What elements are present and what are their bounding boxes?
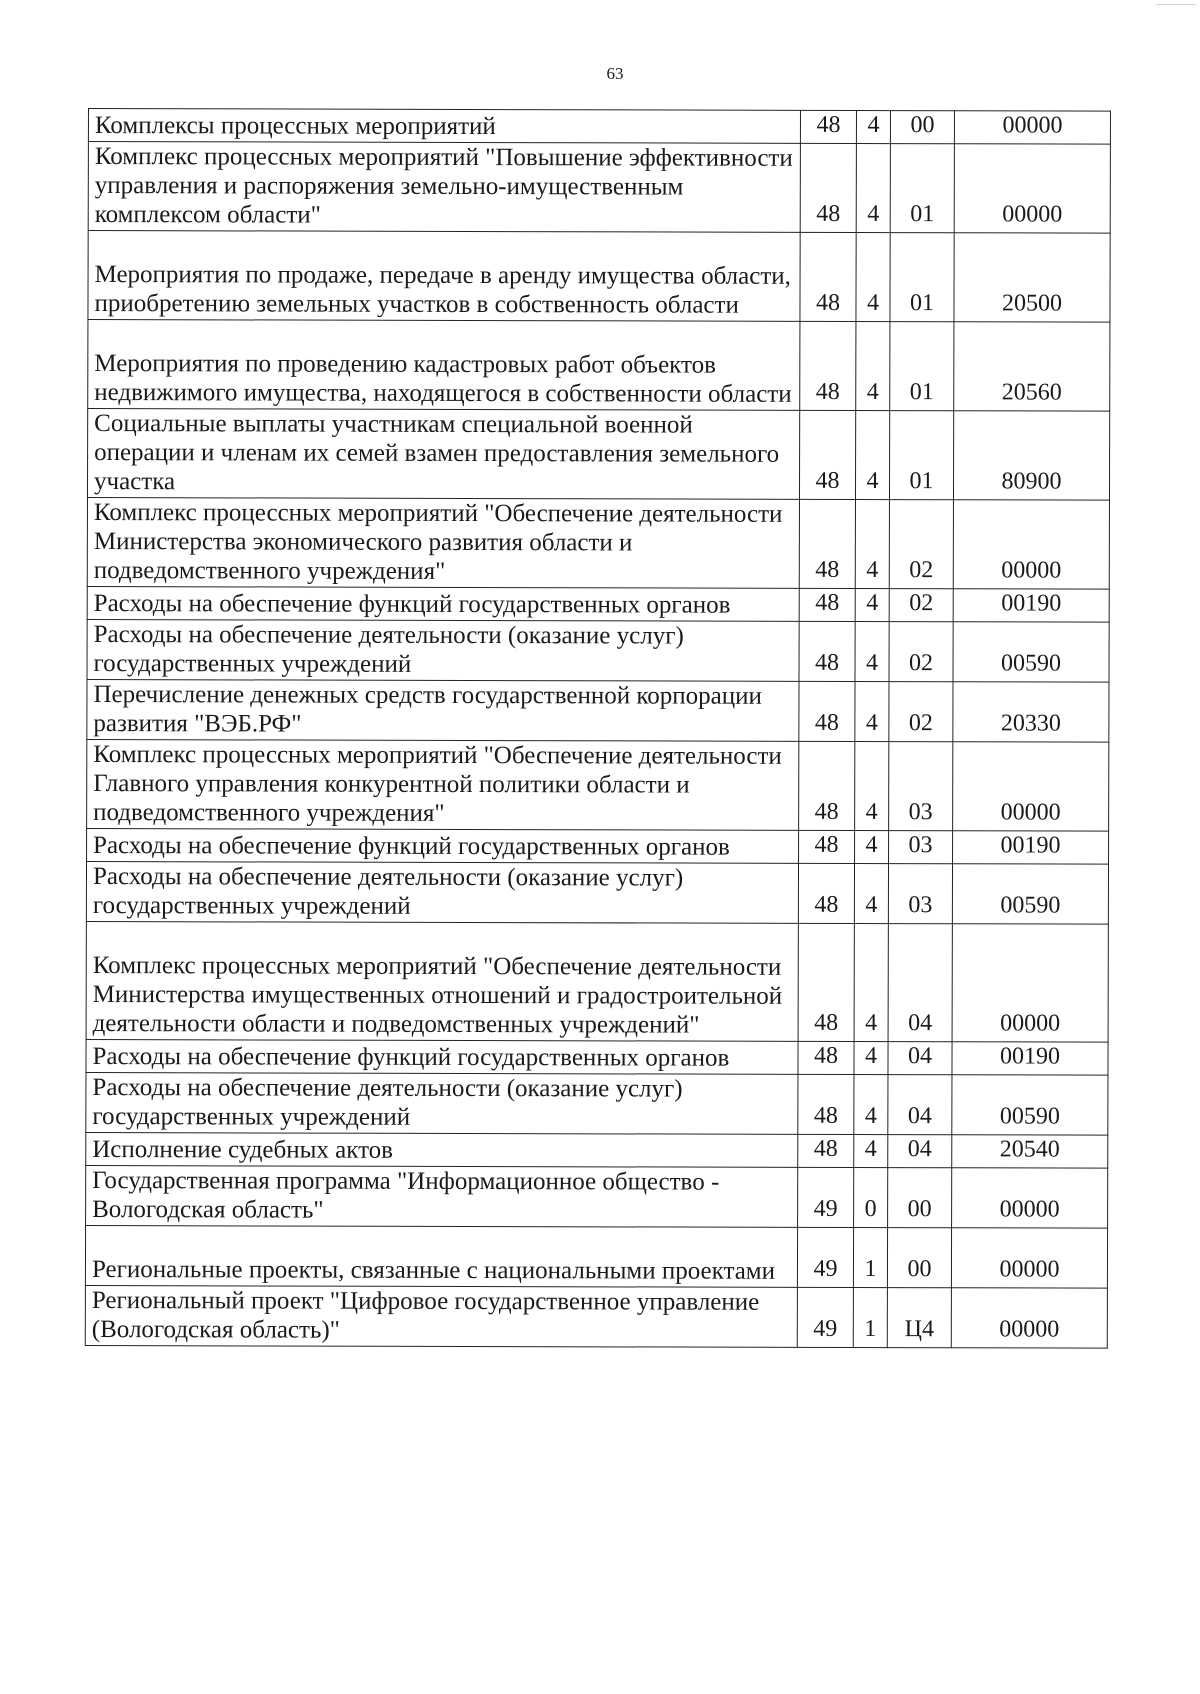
code-program: 48 (799, 830, 855, 863)
table-row (88, 320, 1110, 412)
budget-classification-table (85, 108, 1111, 1349)
code-direction: 20500 (954, 233, 1110, 322)
code-element: 02 (889, 500, 953, 589)
code-direction: 00000 (951, 1228, 1107, 1288)
code-element: 02 (889, 622, 953, 682)
code-element: Ц4 (887, 1288, 951, 1348)
code-subprogram-type: 4 (855, 411, 889, 500)
row-name: Мероприятия по проведению кадастровых работ объектов недвижимого имущества, находящегося в собственности области (88, 320, 800, 411)
row-name: Мероприятия по продаже, передаче в аренду имущества области, приобретению земельных участков в собственность области (88, 231, 800, 322)
table-row (87, 409, 1109, 501)
code-subprogram-type: 1 (853, 1228, 887, 1288)
code-direction: 00000 (954, 111, 1110, 144)
scan-edge-mark (1156, 4, 1196, 11)
code-element: 00 (888, 1168, 952, 1228)
table-row (86, 861, 1108, 924)
code-element: 04 (888, 1135, 952, 1168)
code-program: 48 (798, 1074, 854, 1134)
code-element: 01 (889, 411, 953, 500)
page-number: 63 (606, 64, 624, 83)
code-program: 48 (799, 410, 855, 499)
code-program: 49 (797, 1227, 853, 1287)
row-name: Расходы на обеспечение функций государственных органов (87, 828, 799, 863)
code-direction: 00590 (952, 1075, 1108, 1135)
table-row (87, 828, 1109, 864)
code-subprogram-type: 4 (855, 622, 889, 682)
code-element: 04 (888, 1075, 952, 1135)
code-program: 48 (799, 588, 855, 621)
row-name: Исполнение судебных актов (86, 1132, 798, 1167)
table-row (86, 1039, 1108, 1075)
code-subprogram-type: 0 (854, 1168, 888, 1228)
code-program: 49 (797, 1287, 853, 1347)
code-element: 02 (889, 682, 953, 742)
code-program: 48 (800, 321, 856, 410)
code-subprogram-type: 4 (856, 111, 890, 144)
code-element: 01 (890, 322, 954, 411)
table-row (88, 231, 1110, 323)
code-subprogram-type: 4 (854, 864, 888, 924)
row-name: Перечисление денежных средств государственной корпорации развития "ВЭБ.РФ" (87, 679, 799, 741)
code-element: 04 (888, 1042, 952, 1075)
code-subprogram-type: 4 (856, 233, 890, 322)
code-direction: 80900 (953, 411, 1109, 500)
code-direction: 00000 (952, 924, 1108, 1042)
code-program: 48 (800, 232, 856, 321)
row-name: Расходы на обеспечение деятельности (оказание услуг) государственных учреждений (86, 861, 798, 923)
row-name: Расходы на обеспечение деятельности (оказание услуг) государственных учреждений (86, 1072, 798, 1134)
table-row (87, 739, 1109, 831)
code-program: 48 (799, 621, 855, 681)
code-element: 03 (889, 742, 953, 831)
code-program: 49 (798, 1167, 854, 1227)
code-subprogram-type: 4 (855, 500, 889, 589)
code-subprogram-type: 4 (854, 1075, 888, 1135)
code-program: 48 (800, 110, 856, 143)
code-direction: 00190 (953, 831, 1109, 864)
table-row (87, 586, 1109, 622)
code-direction: 20560 (954, 322, 1110, 411)
table-row (87, 619, 1109, 682)
row-name: Расходы на обеспечение функций государственных органов (87, 586, 799, 621)
code-element: 03 (888, 864, 952, 924)
table-row (87, 497, 1109, 589)
code-program: 48 (798, 1134, 854, 1167)
code-program: 48 (799, 681, 855, 741)
row-name: Государственная программа "Информационное общество - Вологодская область" (86, 1165, 798, 1227)
code-element: 01 (890, 233, 954, 322)
code-direction: 00190 (953, 589, 1109, 622)
code-program: 48 (799, 499, 855, 588)
table-row (85, 1225, 1107, 1288)
row-name: Расходы на обеспечение деятельности (оказание услуг) государственных учреждений (87, 619, 799, 681)
table-row (85, 1285, 1107, 1348)
code-direction: 20540 (952, 1135, 1108, 1168)
code-element: 03 (889, 831, 953, 864)
table-row (86, 1132, 1108, 1168)
code-subprogram-type: 4 (854, 1042, 888, 1075)
code-subprogram-type: 4 (855, 742, 889, 831)
code-element: 04 (888, 924, 952, 1042)
code-program: 48 (798, 1041, 854, 1074)
table-row (86, 921, 1108, 1042)
table-container (85, 108, 1111, 1349)
code-program: 48 (799, 741, 855, 830)
code-program: 48 (800, 143, 856, 232)
code-direction: 20330 (953, 682, 1109, 742)
row-name: Региональные проекты, связанные с национальными проектами (85, 1225, 797, 1287)
code-element: 02 (889, 589, 953, 622)
row-name: Расходы на обеспечение функций государственных органов (86, 1039, 798, 1074)
code-subprogram-type: 4 (856, 144, 890, 233)
row-name: Комплекс процессных мероприятий "Обеспечение деятельности Министерства экономического развития области и подведомственного учреждения" (87, 497, 799, 588)
table-row (88, 142, 1110, 234)
code-subprogram-type: 4 (854, 1135, 888, 1168)
code-element: 00 (890, 111, 954, 144)
code-program: 48 (798, 863, 854, 923)
code-element: 01 (890, 144, 954, 233)
code-direction: 00000 (953, 742, 1109, 831)
code-direction: 00000 (953, 500, 1109, 589)
code-direction: 00000 (951, 1288, 1107, 1348)
code-subprogram-type: 4 (854, 924, 888, 1042)
code-direction: 00190 (952, 1042, 1108, 1075)
code-subprogram-type: 4 (856, 322, 890, 411)
code-element: 00 (887, 1228, 951, 1288)
code-direction: 00000 (954, 144, 1110, 233)
table-row (87, 679, 1109, 742)
row-name: Региональный проект "Цифровое государственное управление (Вологодская область)" (85, 1285, 797, 1347)
code-direction: 00590 (952, 864, 1108, 924)
code-program: 48 (798, 923, 854, 1041)
table-row (86, 1072, 1108, 1135)
table-row (86, 1165, 1108, 1228)
code-subprogram-type: 4 (855, 831, 889, 864)
code-subprogram-type: 4 (855, 682, 889, 742)
table-row (88, 109, 1110, 145)
code-direction: 00000 (952, 1168, 1108, 1228)
row-name: Комплекс процессных мероприятий "Обеспечение деятельности Главного управления конкурентной политики области и подведомственного учреждения" (87, 739, 799, 830)
row-name: Комплексы процессных мероприятий (88, 109, 800, 144)
row-name: Социальные выплаты участникам специальной военной операции и членам их семей взамен предоставления земельного участка (87, 409, 799, 500)
code-subprogram-type: 4 (855, 589, 889, 622)
row-name: Комплекс процессных мероприятий "Обеспечение деятельности Министерства имущественных отношений и градостроительной деятельности области и подведомственных учреждений" (86, 921, 798, 1041)
row-name: Комплекс процессных мероприятий "Повышение эффективности управления и распоряжения земельно-имущественным комплексом области" (88, 142, 800, 233)
code-direction: 00590 (953, 622, 1109, 682)
code-subprogram-type: 1 (853, 1288, 887, 1348)
